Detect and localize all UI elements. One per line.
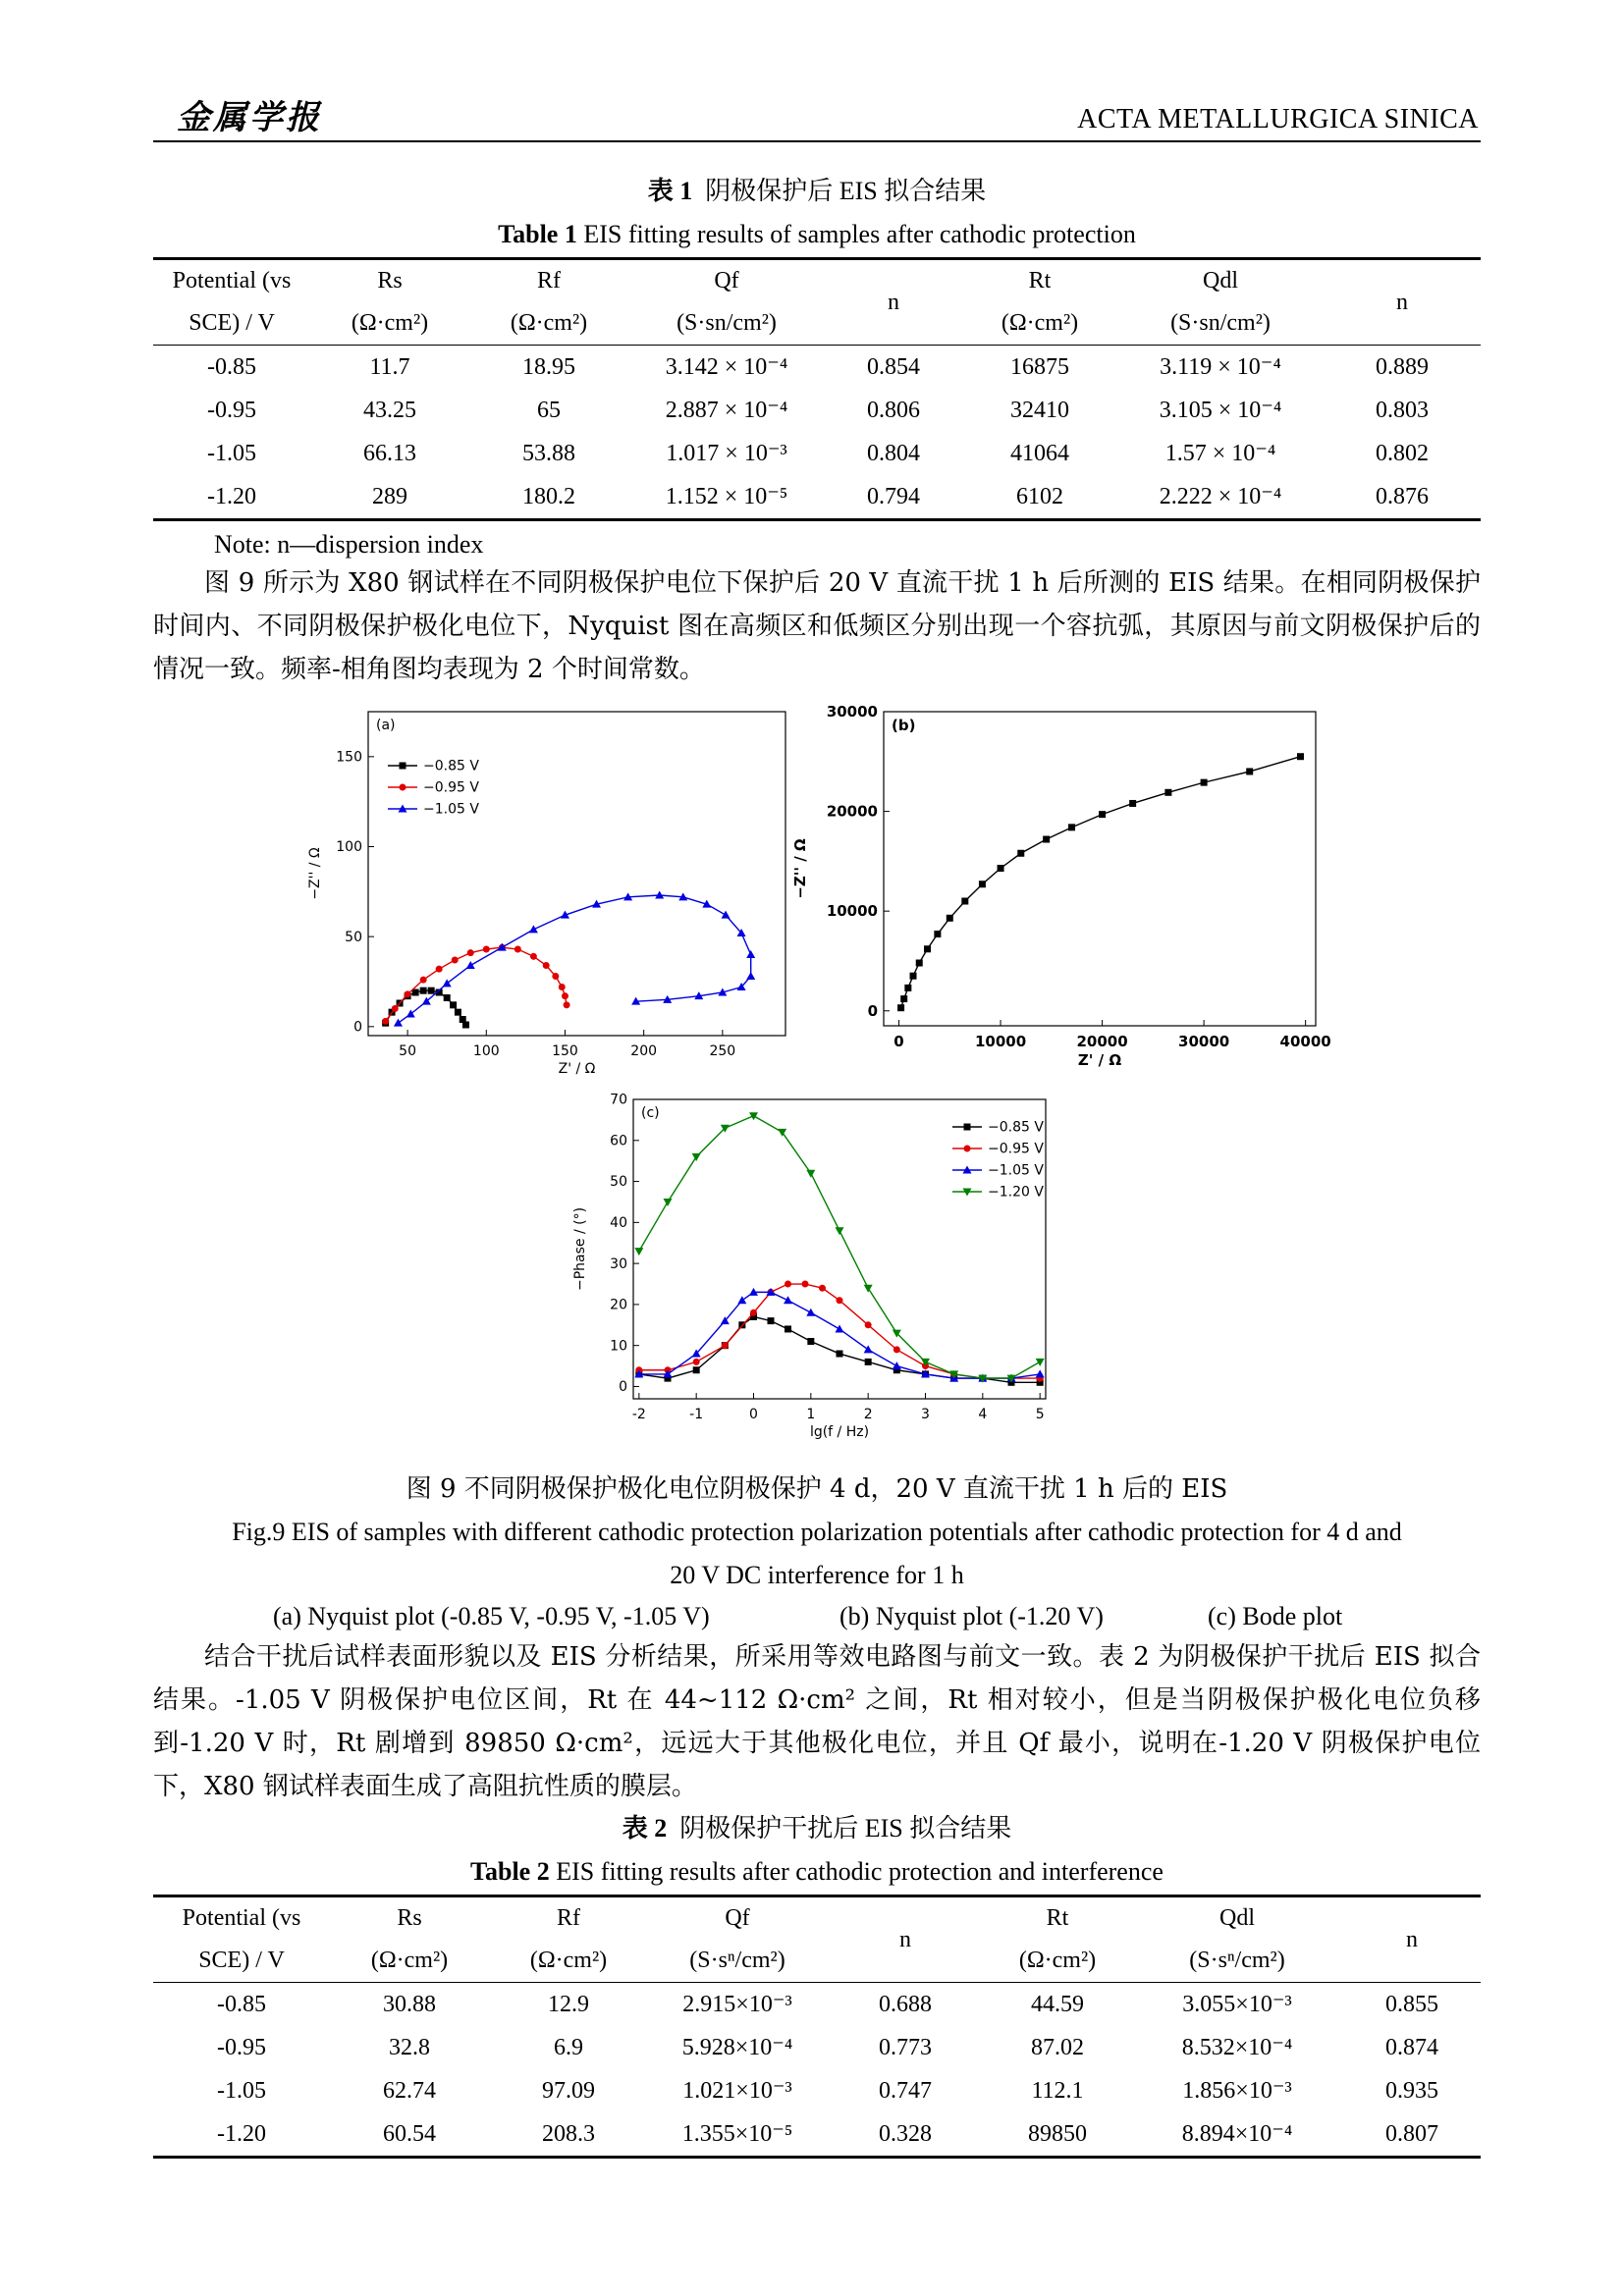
y-axis-label: −Phase / (°) bbox=[572, 1206, 588, 1292]
x-tick-label: 200 bbox=[630, 1043, 658, 1059]
y-tick-label: 0 bbox=[353, 1019, 362, 1036]
data-point bbox=[420, 977, 427, 984]
data-point bbox=[979, 881, 986, 887]
table-header: (S·sn/cm²) bbox=[677, 310, 777, 337]
data-point bbox=[543, 962, 550, 969]
x-tick-label: 30000 bbox=[1178, 1033, 1230, 1050]
data-point bbox=[1017, 850, 1024, 857]
table-cell: 0.328 bbox=[827, 2112, 984, 2158]
data-point bbox=[904, 985, 911, 991]
table-header: (S·sn/cm²) bbox=[1170, 310, 1271, 337]
x-tick-label: 10000 bbox=[974, 1033, 1027, 1050]
data-point bbox=[466, 961, 475, 969]
x-tick-label: 20000 bbox=[1076, 1033, 1128, 1050]
data-point bbox=[1297, 753, 1304, 760]
table-cell: 66.13 bbox=[363, 441, 416, 466]
data-point bbox=[746, 950, 755, 958]
x-axis-label: Z' / Ω bbox=[558, 1061, 596, 1077]
data-point bbox=[530, 953, 537, 960]
table-cell: 2.915×10⁻³ bbox=[648, 1983, 827, 2027]
x-tick-label: 2 bbox=[863, 1407, 873, 1422]
table-header: Rt bbox=[984, 1896, 1131, 1940]
table-cell: 112.1 bbox=[1031, 2078, 1084, 2104]
table-cell: 0.935 bbox=[1385, 2078, 1438, 2104]
data-point bbox=[1129, 800, 1136, 807]
table-cell: 0.773 bbox=[879, 2035, 932, 2060]
table-header: Qdl bbox=[1117, 259, 1324, 302]
table-cell: 2.887 × 10⁻⁴ bbox=[665, 398, 788, 423]
table-header: SCE) / V bbox=[189, 310, 275, 337]
table-header: Rf bbox=[469, 259, 628, 302]
table-cell: 1.355×10⁻⁵ bbox=[648, 2112, 827, 2158]
table-cell: -1.05 bbox=[207, 441, 256, 466]
y-tick-label: 150 bbox=[336, 749, 362, 766]
table-row bbox=[153, 432, 1481, 475]
data-point bbox=[693, 1366, 700, 1373]
table2-caption-cn: 表 2 阴极保护干扰后 EIS 拟合结果 bbox=[622, 1814, 1012, 1842]
x-tick-label: 1 bbox=[806, 1407, 816, 1422]
y-axis-label: −Z'' / Ω bbox=[307, 847, 323, 900]
data-point bbox=[450, 1001, 457, 1008]
data-point bbox=[692, 1153, 701, 1161]
table1-note: Note: n—dispersion index bbox=[214, 530, 484, 559]
y-tick-label: 20000 bbox=[826, 802, 878, 821]
table-cell: 0.806 bbox=[867, 398, 920, 423]
data-point bbox=[865, 1321, 872, 1328]
data-point bbox=[837, 1297, 843, 1304]
table-header: (Ω·cm²) bbox=[351, 310, 429, 337]
figure-9a-nyquist bbox=[307, 707, 795, 1077]
data-point bbox=[1246, 768, 1253, 774]
table-cell: -0.85 bbox=[153, 346, 310, 390]
data-point bbox=[746, 972, 755, 980]
table-cell: -0.85 bbox=[153, 1983, 330, 2027]
figure-9b-nyquist bbox=[791, 697, 1345, 1080]
data-point bbox=[452, 957, 459, 964]
legend-label: −1.05 V bbox=[988, 1162, 1044, 1179]
table-cell: 0.855 bbox=[1343, 1983, 1481, 2027]
data-point bbox=[394, 1019, 403, 1027]
table-cell: 18.95 bbox=[469, 346, 628, 390]
table-header: Qf bbox=[648, 1896, 827, 1940]
table-header: Qf bbox=[628, 259, 825, 302]
data-point bbox=[836, 1324, 844, 1332]
table-cell: 3.142 × 10⁻⁴ bbox=[628, 346, 825, 390]
journal-logo-cn: 金属学报 bbox=[177, 98, 322, 137]
y-axis-label: −Z'' / Ω bbox=[791, 838, 809, 899]
x-tick-label: 3 bbox=[921, 1407, 930, 1422]
data-point bbox=[634, 1248, 643, 1255]
legend-label: −0.95 V bbox=[988, 1141, 1044, 1157]
table-cell: -1.20 bbox=[153, 2112, 330, 2158]
data-point bbox=[964, 1124, 971, 1131]
table-cell: 0.804 bbox=[867, 441, 920, 466]
table-header: Rs bbox=[330, 1896, 489, 1940]
table-header: (Ω·cm²) bbox=[370, 1948, 449, 1974]
data-point bbox=[784, 1296, 792, 1304]
data-point bbox=[693, 1359, 700, 1365]
y-tick-label: 60 bbox=[610, 1133, 627, 1149]
x-tick-label: 0 bbox=[893, 1033, 904, 1050]
table-cell: 0.889 bbox=[1324, 346, 1481, 390]
table-cell: -0.95 bbox=[207, 398, 256, 423]
table-row bbox=[153, 475, 1481, 520]
table-cell: 97.09 bbox=[542, 2078, 595, 2104]
data-point bbox=[428, 988, 435, 994]
x-tick-label: 50 bbox=[399, 1043, 417, 1059]
data-point bbox=[392, 1005, 399, 1012]
data-point bbox=[864, 1345, 873, 1353]
x-tick-label: 40000 bbox=[1279, 1033, 1331, 1050]
y-tick-label: 0 bbox=[867, 1001, 878, 1020]
data-point bbox=[1036, 1359, 1045, 1366]
table2-caption-en: Table 2 EIS fitting results after cathodic protection and interference bbox=[470, 1857, 1164, 1886]
table-cell: 0.807 bbox=[1343, 2112, 1481, 2158]
table-cell: 44.59 bbox=[984, 1983, 1131, 2027]
table-cell: 8.894×10⁻⁴ bbox=[1131, 2112, 1343, 2158]
x-tick-label: 150 bbox=[552, 1043, 578, 1059]
data-point bbox=[802, 1281, 809, 1288]
table-cell: 3.105 × 10⁻⁴ bbox=[1159, 398, 1282, 423]
table-cell: 32.8 bbox=[389, 2035, 430, 2060]
table-header: (Ω·cm²) bbox=[1018, 1948, 1097, 1974]
data-point bbox=[900, 995, 907, 1002]
table-header: Rs bbox=[310, 259, 469, 302]
data-point bbox=[910, 973, 917, 980]
table-cell: 1.021×10⁻³ bbox=[682, 2078, 792, 2104]
table-cell: 3.119 × 10⁻⁴ bbox=[1117, 346, 1324, 390]
table-row bbox=[153, 1983, 1481, 2027]
fig9-caption-cn: 图 9 不同阴极保护极化电位阴极保护 4 d，20 V 直流干扰 1 h 后的 EIS bbox=[406, 1474, 1228, 1504]
table-cell: 1.57 × 10⁻⁴ bbox=[1164, 441, 1276, 466]
table-cell: 0.876 bbox=[1324, 475, 1481, 520]
table-row bbox=[153, 346, 1481, 390]
data-point bbox=[806, 1170, 815, 1178]
table-cell: 5.928×10⁻⁴ bbox=[681, 2035, 793, 2060]
data-point bbox=[559, 984, 566, 990]
table-cell: 16875 bbox=[962, 346, 1117, 390]
y-tick-label: 70 bbox=[610, 1092, 627, 1108]
table-row bbox=[153, 2026, 1481, 2069]
table-header: (Ω·cm²) bbox=[529, 1948, 608, 1974]
table-cell: 0.794 bbox=[825, 475, 962, 520]
data-point bbox=[400, 763, 406, 770]
table1-caption-en: Table 1 EIS fitting results of samples after cathodic protection bbox=[498, 220, 1136, 248]
table-cell: 6102 bbox=[962, 475, 1117, 520]
data-point bbox=[916, 960, 923, 967]
table-cell: 0.688 bbox=[827, 1983, 984, 2027]
y-tick-label: 20 bbox=[610, 1297, 627, 1313]
table-header: Potential (vs bbox=[153, 259, 310, 302]
table-cell: 289 bbox=[310, 475, 469, 520]
legend-label: −0.85 V bbox=[423, 758, 479, 774]
table-header: n bbox=[827, 1896, 984, 1983]
panel-label: (a) bbox=[376, 718, 396, 733]
table-cell: 62.74 bbox=[383, 2078, 436, 2104]
data-point bbox=[564, 1001, 570, 1008]
data-point bbox=[924, 945, 931, 952]
table-header: Rt bbox=[962, 259, 1117, 302]
data-point bbox=[455, 1009, 461, 1016]
table-cell: 2.222 × 10⁻⁴ bbox=[1117, 475, 1324, 520]
data-point bbox=[443, 979, 452, 987]
table-header: (S·sⁿ/cm²) bbox=[1189, 1948, 1285, 1974]
table-cell: 3.055×10⁻³ bbox=[1131, 1983, 1343, 2027]
x-axis-label: lg(f / Hz) bbox=[809, 1424, 870, 1440]
data-point bbox=[961, 898, 968, 905]
legend-label: −1.05 V bbox=[423, 801, 479, 818]
table-cell: 8.532×10⁻⁴ bbox=[1181, 2035, 1293, 2060]
data-point bbox=[1099, 811, 1106, 818]
data-point bbox=[864, 1285, 873, 1293]
table-cell: 41064 bbox=[1010, 441, 1069, 466]
data-point bbox=[893, 1346, 900, 1353]
table-cell: 43.25 bbox=[363, 398, 416, 423]
data-point bbox=[947, 915, 953, 922]
data-point bbox=[749, 1112, 758, 1120]
table-header: n bbox=[825, 259, 962, 346]
table-cell: 208.3 bbox=[489, 2112, 648, 2158]
fig9-sub-a: (a) Nyquist plot (-0.85 V, -0.95 V, -1.05 V) bbox=[273, 1602, 710, 1630]
table-cell: 11.7 bbox=[310, 346, 469, 390]
legend-label: −0.95 V bbox=[423, 779, 479, 796]
data-point bbox=[750, 1309, 757, 1316]
table-cell: 87.02 bbox=[1031, 2035, 1084, 2060]
data-point bbox=[722, 1342, 729, 1349]
data-point bbox=[529, 925, 538, 933]
data-point bbox=[562, 992, 568, 999]
data-point bbox=[737, 1296, 746, 1304]
table-cell: 30.88 bbox=[330, 1983, 489, 2027]
panel-label: (b) bbox=[892, 717, 916, 734]
data-point bbox=[382, 1018, 389, 1025]
data-point bbox=[1201, 779, 1208, 786]
data-point bbox=[836, 1227, 844, 1235]
data-point bbox=[785, 1325, 791, 1332]
table1-caption-cn: 表 1 阴极保护后 EIS 拟合结果 bbox=[647, 177, 987, 205]
data-point bbox=[865, 1359, 872, 1365]
data-point bbox=[444, 994, 451, 1001]
y-tick-label: 40 bbox=[610, 1215, 627, 1232]
data-point bbox=[819, 1285, 826, 1292]
x-tick-label: -1 bbox=[689, 1407, 704, 1422]
data-point bbox=[420, 988, 427, 994]
data-point bbox=[467, 949, 474, 956]
data-point bbox=[806, 1308, 815, 1316]
data-point bbox=[897, 1004, 904, 1011]
data-point bbox=[1043, 836, 1050, 843]
table-cell: 180.2 bbox=[469, 475, 628, 520]
table-cell: 0.854 bbox=[825, 346, 962, 390]
data-point bbox=[664, 1199, 673, 1206]
table-header: n bbox=[1324, 259, 1481, 346]
table-cell: 32410 bbox=[1010, 398, 1069, 423]
table-cell: 53.88 bbox=[522, 441, 575, 466]
table2 bbox=[153, 1895, 1481, 2159]
table-cell: 65 bbox=[537, 398, 561, 423]
fig9-sub-b: (b) Nyquist plot (-1.20 V) bbox=[839, 1602, 1104, 1630]
table-row bbox=[153, 2069, 1481, 2112]
table-header: Rf bbox=[489, 1896, 648, 1940]
x-tick-label: 4 bbox=[978, 1407, 988, 1422]
data-point bbox=[1036, 1369, 1045, 1377]
y-tick-label: 10 bbox=[610, 1338, 627, 1355]
table-row bbox=[153, 389, 1481, 432]
paragraph-1: 图 9 所示为 X80 钢试样在不同阴极保护电位下保护后 20 V 直流干扰 1 h 后所测的 EIS 结果。在相同阴极保护时间内、不同阴极保护极化电位下，Nyquist 图在高频区和低频区分别出现一个容抗弧，其原因与前文阴极保护后的情况一致。频率-相角图均表现为 2 个时间常数。 bbox=[153, 568, 1481, 684]
table-header: n bbox=[1343, 1896, 1481, 1983]
table-header: Potential (vs bbox=[153, 1896, 330, 1940]
legend-label: −1.20 V bbox=[988, 1184, 1044, 1201]
series-line bbox=[386, 947, 567, 1021]
header-rule bbox=[153, 140, 1481, 142]
data-point bbox=[462, 1022, 469, 1029]
y-tick-label: 30 bbox=[610, 1255, 627, 1272]
y-tick-label: 30000 bbox=[826, 703, 878, 721]
y-tick-label: 0 bbox=[619, 1379, 627, 1396]
data-point bbox=[514, 946, 521, 953]
table-cell: 89850 bbox=[984, 2112, 1131, 2158]
series-line bbox=[901, 757, 1301, 1008]
table-cell: 0.874 bbox=[1385, 2035, 1438, 2060]
x-tick-label: -2 bbox=[631, 1407, 646, 1422]
data-point bbox=[837, 1351, 843, 1358]
table-cell: -1.05 bbox=[217, 2078, 266, 2104]
data-point bbox=[934, 931, 941, 937]
data-point bbox=[405, 990, 411, 997]
table-cell: 1.017 × 10⁻³ bbox=[666, 441, 787, 466]
data-point bbox=[1068, 824, 1075, 830]
data-point bbox=[436, 966, 443, 973]
series-line bbox=[639, 1292, 1040, 1378]
data-point bbox=[893, 1362, 901, 1369]
table-cell: 6.9 bbox=[554, 2035, 583, 2060]
y-tick-label: 100 bbox=[336, 839, 362, 856]
journal-name-en: ACTA METALLURGICA SINICA bbox=[1077, 104, 1479, 134]
data-point bbox=[768, 1317, 775, 1324]
data-point bbox=[964, 1146, 971, 1152]
table-cell: 0.747 bbox=[879, 2078, 932, 2104]
data-point bbox=[722, 911, 731, 919]
fig9-caption-en-2: 20 V DC interference for 1 h bbox=[670, 1561, 964, 1589]
table1 bbox=[153, 257, 1481, 521]
table-cell: 1.152 × 10⁻⁵ bbox=[628, 475, 825, 520]
fig9-sub-c: (c) Bode plot bbox=[1208, 1602, 1343, 1630]
table-row bbox=[153, 2112, 1481, 2158]
data-point bbox=[807, 1338, 814, 1345]
figure-9c-bode bbox=[560, 1085, 1060, 1468]
data-point bbox=[998, 865, 1004, 872]
y-tick-label: 10000 bbox=[826, 902, 878, 921]
x-tick-label: 100 bbox=[472, 1043, 500, 1059]
table-cell: 0.803 bbox=[1376, 398, 1429, 423]
table-header: (Ω·cm²) bbox=[510, 310, 588, 337]
data-point bbox=[1164, 789, 1171, 796]
table-cell: 60.54 bbox=[330, 2112, 489, 2158]
table-cell: 1.856×10⁻³ bbox=[1182, 2078, 1292, 2104]
x-axis-label: Z' / Ω bbox=[1077, 1051, 1122, 1069]
paragraph-2: 结合干扰后试样表面形貌以及 EIS 分析结果，所采用等效电路图与前文一致。表 2 为阴极保护干扰后 EIS 拟合结果。-1.05 V 阴极保护电位区间，Rt 在 44~112 Ω·cm² 之间，Rt 相对较小，但是当阴极保护极化电位负移到-1.20 V 时，Rt 剧增到 89850 Ω·cm²，远远大于其他极化电位，并且 Qf 最小，说明在-1.20 V 阴极保护电位下，X80 钢试样表面生成了高阻抗性质的膜层。 bbox=[153, 1642, 1481, 1801]
data-point bbox=[400, 784, 406, 791]
y-tick-label: 50 bbox=[345, 929, 362, 945]
data-point bbox=[483, 946, 490, 953]
table-header: SCE) / V bbox=[198, 1948, 285, 1974]
x-tick-label: 0 bbox=[749, 1407, 758, 1422]
x-tick-label: 250 bbox=[709, 1043, 736, 1059]
panel-label: (c) bbox=[641, 1105, 660, 1121]
table-cell: 12.9 bbox=[489, 1983, 648, 2027]
data-point bbox=[552, 973, 559, 980]
table-cell: -1.20 bbox=[153, 475, 310, 520]
x-tick-label: 5 bbox=[1035, 1407, 1045, 1422]
fig9-caption-en-1: Fig.9 EIS of samples with different cathodic protection polarization potentials after cathodic protection for 4 d and bbox=[232, 1518, 1402, 1546]
table-cell: -0.95 bbox=[217, 2035, 266, 2060]
table-cell: 0.802 bbox=[1376, 441, 1429, 466]
table-header: (Ω·cm²) bbox=[1001, 310, 1079, 337]
plot-frame bbox=[884, 712, 1316, 1026]
legend-label: −0.85 V bbox=[988, 1119, 1044, 1136]
table-header: (S·sⁿ/cm²) bbox=[689, 1948, 785, 1974]
table-header: Qdl bbox=[1131, 1896, 1343, 1940]
data-point bbox=[785, 1281, 791, 1288]
y-tick-label: 50 bbox=[610, 1174, 627, 1191]
